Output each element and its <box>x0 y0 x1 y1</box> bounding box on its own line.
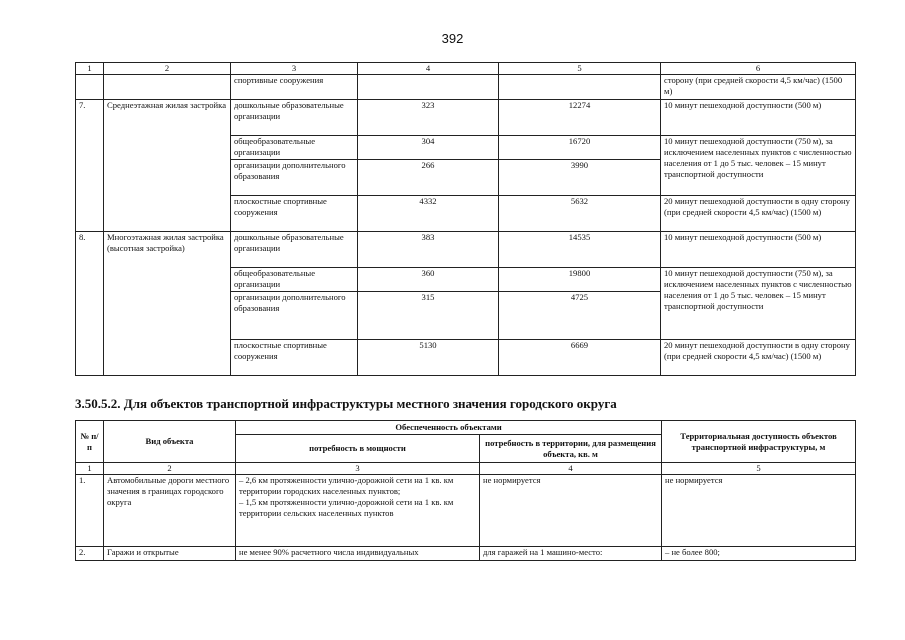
header-row <box>76 421 856 435</box>
header-object-type: Вид объекта <box>104 421 236 463</box>
value-cell: 16720 <box>499 136 661 160</box>
object-type-cell: Автомобильные дороги местного значения в границах городского округа <box>104 475 236 547</box>
territory-cell: не нормируется <box>480 475 662 547</box>
value-cell: 315 <box>358 292 499 340</box>
col-num-5: 5 <box>499 63 661 75</box>
access-cell: сторону (при средней скорости 4,5 км/час) (1500 м) <box>661 75 856 100</box>
row-number: 1. <box>76 475 104 547</box>
access-cell: 10 минут пешеходной доступности (500 м) <box>661 232 856 268</box>
row-number: 7. <box>76 100 104 232</box>
page-number: 392 <box>441 31 464 46</box>
header-territory: потребность в территории, для размещения объекта, кв. м <box>480 435 662 463</box>
row-number: 8. <box>76 232 104 376</box>
header-capacity: потребность в мощности <box>236 435 480 463</box>
norms-table-social <box>75 62 856 376</box>
access-cell: 10 минут пешеходной доступности (500 м) <box>661 100 856 136</box>
access-cell: 20 минут пешеходной доступности в одну сторону (при средней скорости 4,5 км/час) (1500 м) <box>661 196 856 232</box>
object-cell: общеобразовательные организации <box>231 136 358 160</box>
header-provision: Обеспеченность объектами <box>236 421 662 435</box>
value-cell: 383 <box>358 232 499 268</box>
territory-cell: для гаражей на 1 машино-место: <box>480 547 662 561</box>
access-cell: не нормируется <box>662 475 856 547</box>
section-heading: 3.50.5.2. Для объектов транспортной инфраструктуры местного значения городского округа <box>75 396 617 411</box>
value-cell: 14535 <box>499 232 661 268</box>
object-cell: организации дополнительного образования <box>231 160 358 196</box>
table-row <box>76 232 856 268</box>
norms-table-transport <box>75 420 856 561</box>
object-cell: плоскостные спортивные сооружения <box>231 340 358 376</box>
value-cell: 4725 <box>499 292 661 340</box>
col-num-1: 1 <box>76 463 104 475</box>
column-number-row <box>76 463 856 475</box>
capacity-item: – 1,5 км протяженности улично-дорожной сети на 1 кв. км территории сельских населенных пунктов <box>239 497 454 518</box>
table-row <box>76 475 856 547</box>
header-access: Территориальная доступность объектов транспортной инфраструктуры, м <box>662 421 856 463</box>
zone-name: Многоэтажная жилая застройка (высотная застройка) <box>104 232 231 376</box>
value-cell: 19800 <box>499 268 661 292</box>
col-num-4: 4 <box>480 463 662 475</box>
col-num-1: 1 <box>76 63 104 75</box>
col-num-5: 5 <box>662 463 856 475</box>
value-cell: 5130 <box>358 340 499 376</box>
row-number: 2. <box>76 547 104 561</box>
capacity-cell: не менее 90% расчетного числа индивидуальных <box>236 547 480 561</box>
column-number-row <box>76 63 856 75</box>
value-cell: 266 <box>358 160 499 196</box>
col-num-3: 3 <box>236 463 480 475</box>
table-row <box>76 547 856 561</box>
value-cell: 12274 <box>499 100 661 136</box>
object-cell: общеобразовательные организации <box>231 268 358 292</box>
capacity-cell <box>236 475 480 547</box>
header-num: № п/п <box>76 421 104 463</box>
access-cell: 10 минут пешеходной доступности (750 м), за исключением населенных пунктов с численностью населения от 1 до 5 тыс. человек – 15 минут транспортной доступности <box>661 268 856 340</box>
col-num-2: 2 <box>104 463 236 475</box>
value-cell: 3990 <box>499 160 661 196</box>
value-cell: 323 <box>358 100 499 136</box>
value-cell: 360 <box>358 268 499 292</box>
zone-name: Среднеэтажная жилая застройка <box>104 100 231 232</box>
access-cell: 10 минут пешеходной доступности (750 м), за исключением населенных пунктов с численностью населения от 1 до 5 тыс. человек – 15 минут транспортной доступности <box>661 136 856 196</box>
object-cell: организации дополнительного образования <box>231 292 358 340</box>
object-cell: дошкольные образовательные организации <box>231 232 358 268</box>
object-cell: плоскостные спортивные сооружения <box>231 196 358 232</box>
object-cell: дошкольные образовательные организации <box>231 100 358 136</box>
col-num-2: 2 <box>104 63 231 75</box>
value-cell: 304 <box>358 136 499 160</box>
table-row <box>76 75 856 100</box>
col-num-4: 4 <box>358 63 499 75</box>
value-cell: 4332 <box>358 196 499 232</box>
value-cell: 5632 <box>499 196 661 232</box>
table-row <box>76 100 856 136</box>
capacity-item: – 2,6 км протяженности улично-дорожной сети на 1 кв. км территории городских населенных пунктов; <box>239 475 454 496</box>
col-num-6: 6 <box>661 63 856 75</box>
col-num-3: 3 <box>231 63 358 75</box>
value-cell: 6669 <box>499 340 661 376</box>
access-cell: – не более 800; <box>662 547 856 561</box>
access-cell: 20 минут пешеходной доступности в одну сторону (при средней скорости 4,5 км/час) (1500 м) <box>661 340 856 376</box>
object-type-cell: Гаражи и открытые <box>104 547 236 561</box>
object-cell: спортивные сооружения <box>231 75 358 100</box>
